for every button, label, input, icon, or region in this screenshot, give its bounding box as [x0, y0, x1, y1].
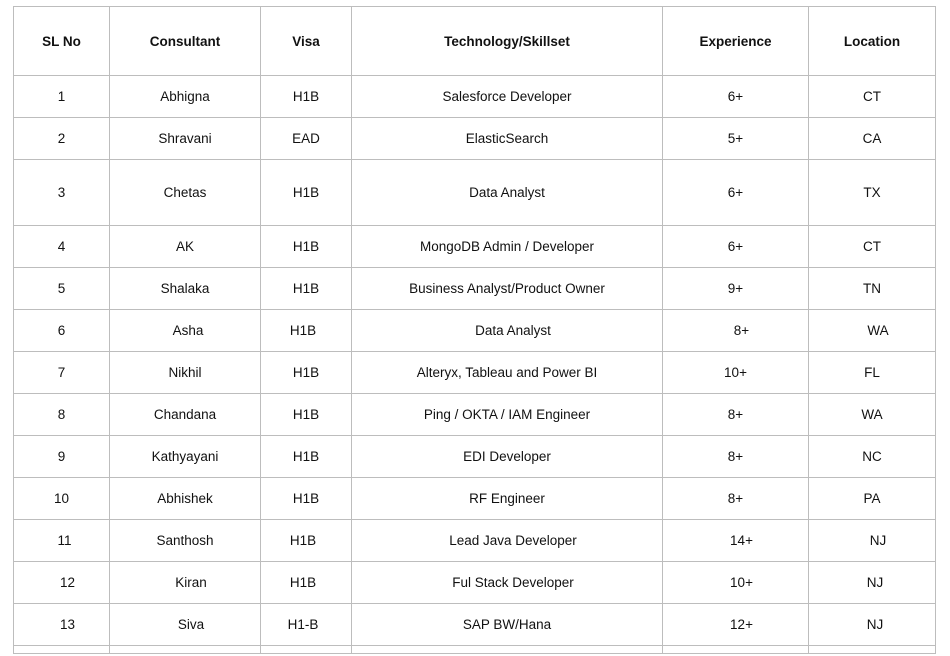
cell-location: WA: [809, 394, 936, 436]
cell-sl-no: 10: [14, 478, 110, 520]
cell-consultant: Abhishek: [110, 478, 261, 520]
cell-consultant: Chandana: [110, 394, 261, 436]
header-experience: Experience: [663, 7, 809, 76]
table-row: [14, 76, 936, 118]
cell-location: TX: [809, 160, 936, 226]
cell-experience: 10+: [663, 562, 809, 604]
cell-technology: Ful Stack Developer: [352, 562, 663, 604]
cell-technology: Alteryx, Tableau and Power BI: [352, 352, 663, 394]
cell-visa: H1B: [261, 352, 352, 394]
cell-visa: H1B: [261, 310, 352, 352]
cell-sl-no: 11: [14, 520, 110, 562]
cell-consultant: Abhigna: [110, 76, 261, 118]
cell-sl-no: 1: [14, 76, 110, 118]
cell-sl-no: 5: [14, 268, 110, 310]
cell-location: NJ: [809, 520, 936, 562]
cell-sl-no: 9: [14, 436, 110, 478]
cell-visa: H1B: [261, 268, 352, 310]
table-row: [14, 118, 936, 160]
header-consultant: Consultant: [110, 7, 261, 76]
cell-consultant: AK: [110, 226, 261, 268]
cell-consultant: Shalaka: [110, 268, 261, 310]
cell-technology: Data Analyst: [352, 160, 663, 226]
table-row: [14, 310, 936, 352]
cell-consultant: Kathyayani: [110, 436, 261, 478]
cell-visa: H1B: [261, 436, 352, 478]
cell-visa: H1B: [261, 562, 352, 604]
cell-consultant: Santhosh: [110, 520, 261, 562]
table-row: [14, 604, 936, 646]
cell-technology: Lead Java Developer: [352, 520, 663, 562]
cell-location: CT: [809, 76, 936, 118]
cell-consultant: Siva: [110, 604, 261, 646]
cell-technology: MongoDB Admin / Developer: [352, 226, 663, 268]
cell-experience: 10+: [663, 352, 809, 394]
cell-experience: 5+: [663, 118, 809, 160]
cell-experience: 8+: [663, 310, 809, 352]
header-sl-no: SL No: [14, 7, 110, 76]
cell-sl-no: 8: [14, 394, 110, 436]
header-row: [14, 7, 936, 76]
table-row: [14, 160, 936, 226]
cell-visa: EAD: [261, 118, 352, 160]
table-row: [14, 352, 936, 394]
cell-experience: 6+: [663, 226, 809, 268]
cell-consultant: Kiran: [110, 562, 261, 604]
cell-visa: H1B: [261, 226, 352, 268]
cell-technology: SAP BW/Hana: [352, 604, 663, 646]
table-row: [14, 268, 936, 310]
cell-location: FL: [809, 352, 936, 394]
cell-location: CT: [809, 226, 936, 268]
cell-sl-no: 4: [14, 226, 110, 268]
cell-location: PA: [809, 478, 936, 520]
cell-technology: Data Analyst: [352, 310, 663, 352]
cell-sl-no: 13: [14, 604, 110, 646]
cell-location: NJ: [809, 604, 936, 646]
cell-experience: 6+: [663, 160, 809, 226]
cell-location: NC: [809, 436, 936, 478]
cell-experience: 14+: [663, 520, 809, 562]
cell-experience: 8+: [663, 394, 809, 436]
cell-technology: Salesforce Developer: [352, 76, 663, 118]
cell-visa: H1B: [261, 520, 352, 562]
cell-visa: H1B: [261, 394, 352, 436]
table-row: [14, 226, 936, 268]
cell-experience: 8+: [663, 478, 809, 520]
cell-technology: EDI Developer: [352, 436, 663, 478]
cell-visa: H1B: [261, 160, 352, 226]
cell-sl-no: 3: [14, 160, 110, 226]
cell-location: CA: [809, 118, 936, 160]
table-row-partial: [14, 646, 936, 654]
cell-location: TN: [809, 268, 936, 310]
cell-sl-no: 6: [14, 310, 110, 352]
cell-consultant: Shravani: [110, 118, 261, 160]
cell-sl-no: 2: [14, 118, 110, 160]
cell-location: NJ: [809, 562, 936, 604]
cell-consultant: Asha: [110, 310, 261, 352]
cell-sl-no: 7: [14, 352, 110, 394]
cell-experience: 8+: [663, 436, 809, 478]
cell-location: WA: [809, 310, 936, 352]
consultants-table: [13, 6, 936, 654]
table-row: [14, 436, 936, 478]
cell-technology: ElasticSearch: [352, 118, 663, 160]
cell-visa: H1B: [261, 76, 352, 118]
cell-visa: H1B: [261, 478, 352, 520]
table-row: [14, 478, 936, 520]
cell-experience: 9+: [663, 268, 809, 310]
cell-sl-no: 12: [14, 562, 110, 604]
table-row: [14, 394, 936, 436]
cell-consultant: Chetas: [110, 160, 261, 226]
cell-consultant: Nikhil: [110, 352, 261, 394]
cell-technology: Business Analyst/Product Owner: [352, 268, 663, 310]
table-row: [14, 562, 936, 604]
header-technology: Technology/Skillset: [352, 7, 663, 76]
cell-experience: 6+: [663, 76, 809, 118]
cell-visa: H1-B: [261, 604, 352, 646]
cell-experience: 12+: [663, 604, 809, 646]
cell-technology: RF Engineer: [352, 478, 663, 520]
table-row: [14, 520, 936, 562]
header-visa: Visa: [261, 7, 352, 76]
cell-technology: Ping / OKTA / IAM Engineer: [352, 394, 663, 436]
header-location: Location: [809, 7, 936, 76]
